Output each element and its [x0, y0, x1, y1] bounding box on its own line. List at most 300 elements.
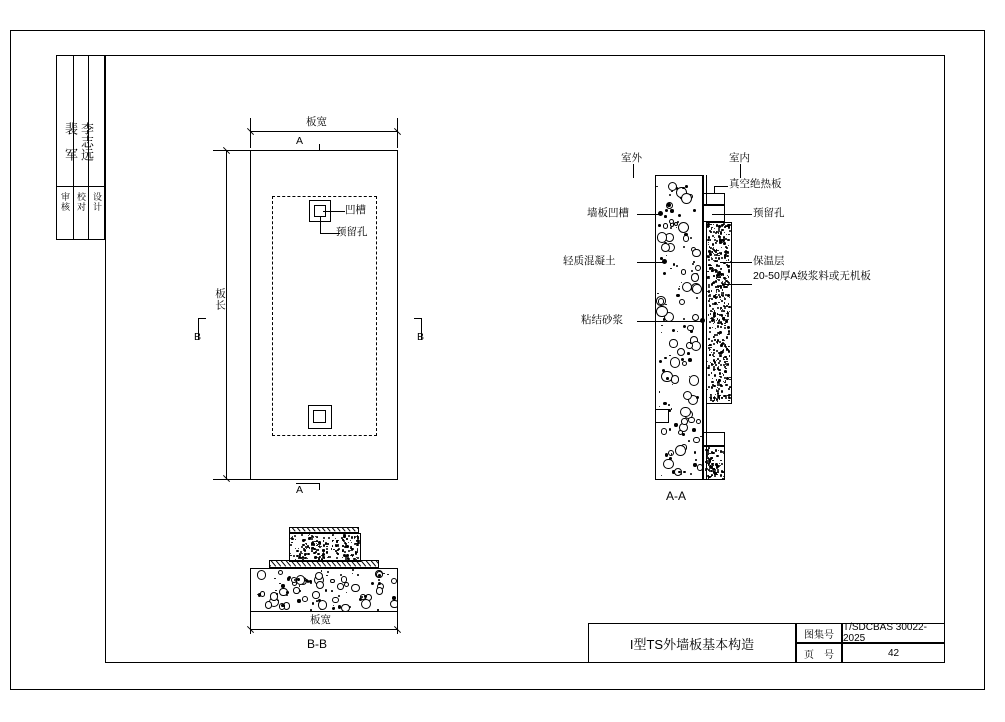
insulation-speck	[709, 465, 712, 468]
aggregate-speck	[682, 282, 692, 292]
aggregate-speck	[661, 428, 668, 435]
insulation-speck	[709, 327, 710, 328]
aggregate-speck	[378, 579, 381, 582]
insulation-speck	[342, 557, 343, 558]
aa-leader-vacuum-v	[714, 186, 715, 194]
plan-label-groove: 凹槽	[345, 204, 366, 216]
aa-label-lightweight-concrete: 轻质混凝土	[563, 255, 616, 267]
aggregate-speck	[690, 237, 692, 239]
aggregate-speck	[670, 357, 681, 368]
insulation-speck	[728, 276, 729, 277]
aggregate-speck	[656, 186, 657, 187]
insulation-speck	[714, 260, 716, 262]
aggregate-speck	[690, 330, 693, 333]
aggregate-speck	[669, 457, 672, 460]
insulation-speck	[711, 269, 713, 271]
insulation-speck	[726, 278, 727, 279]
mortar-hatch-line	[321, 527, 326, 532]
aggregate-speck	[671, 375, 679, 383]
insulation-speck	[719, 296, 720, 297]
mortar-hatch-line	[351, 527, 356, 532]
insulation-speck	[718, 290, 720, 292]
insulation-speck	[728, 350, 731, 353]
insulation-speck	[718, 450, 719, 451]
insulation-speck	[305, 550, 306, 551]
insulation-speck	[721, 463, 723, 465]
aggregate-speck	[325, 589, 328, 592]
aa-left-face-groove	[655, 409, 669, 423]
insulation-speck	[723, 476, 724, 477]
aa-concrete-hatch	[656, 176, 702, 479]
insulation-speck	[716, 455, 719, 458]
insulation-speck	[357, 548, 358, 549]
aggregate-speck	[682, 361, 687, 366]
insulation-speck	[301, 534, 303, 536]
aa-leader-hole	[712, 214, 752, 215]
aggregate-speck	[310, 609, 312, 611]
aggregate-speck	[683, 471, 686, 474]
insulation-speck	[708, 271, 710, 273]
insulation-speck	[713, 295, 716, 298]
aggregate-speck	[390, 600, 397, 609]
aa-leader-concrete-dot	[662, 259, 667, 264]
insulation-speck	[711, 290, 712, 291]
insulation-speck	[728, 224, 730, 226]
insulation-speck	[711, 340, 713, 342]
insulation-speck	[729, 355, 731, 357]
insulation-speck	[728, 306, 730, 308]
insulation-speck	[723, 374, 724, 375]
insulation-speck	[716, 379, 717, 380]
aggregate-speck	[257, 570, 267, 580]
insulation-speck	[294, 535, 296, 537]
insulation-speck	[710, 354, 711, 355]
insulation-speck	[711, 457, 712, 458]
insulation-speck	[321, 546, 322, 547]
aggregate-speck	[694, 451, 697, 454]
insulation-speck	[723, 453, 724, 454]
insulation-speck	[708, 338, 710, 340]
insulation-speck	[314, 541, 315, 542]
aggregate-speck	[664, 357, 666, 359]
aggregate-speck	[683, 246, 686, 249]
insulation-speck	[721, 225, 723, 227]
insulation-speck	[717, 401, 718, 402]
aggregate-speck	[659, 391, 660, 392]
aggregate-speck	[337, 583, 344, 590]
aggregate-speck	[683, 391, 692, 400]
insulation-speck	[720, 364, 722, 366]
aggregate-speck	[688, 417, 695, 424]
insulation-speck	[724, 382, 726, 384]
aggregate-speck	[672, 329, 675, 332]
aggregate-speck	[692, 263, 694, 265]
insulation-speck	[326, 546, 327, 547]
insulation-speck	[726, 337, 728, 339]
aggregate-speck	[690, 343, 691, 344]
aggregate-speck	[352, 573, 353, 574]
strip-col-review: 审核	[60, 192, 70, 212]
insulation-speck	[357, 535, 358, 536]
aggregate-speck	[332, 597, 338, 603]
mortar-hatch-line	[341, 527, 346, 532]
insulation-speck	[726, 247, 728, 249]
aggregate-speck	[676, 294, 679, 297]
insulation-speck	[290, 555, 291, 556]
insulation-speck	[291, 537, 293, 539]
insulation-speck	[343, 535, 346, 538]
aggregate-speck	[297, 599, 300, 602]
aggregate-speck	[344, 582, 349, 587]
insulation-speck	[718, 302, 720, 304]
aggregate-speck	[371, 582, 374, 585]
insulation-speck	[718, 255, 720, 257]
aggregate-speck	[669, 428, 672, 431]
plan-leader-hole-v	[320, 217, 321, 234]
aggregate-speck	[681, 418, 687, 424]
insulation-speck	[716, 465, 718, 467]
aggregate-speck	[690, 473, 692, 475]
aggregate-speck	[312, 591, 319, 598]
aggregate-speck	[695, 265, 701, 271]
aggregate-speck	[670, 209, 673, 212]
insulation-speck	[332, 535, 334, 537]
aggregate-speck	[674, 222, 678, 226]
aa-leader-mortar	[637, 321, 703, 322]
aggregate-speck	[665, 209, 668, 212]
insulation-speck	[725, 371, 727, 373]
insulation-speck	[718, 314, 719, 315]
insulation-speck	[323, 537, 325, 539]
aa-outside-tick	[633, 164, 634, 178]
insulation-speck	[707, 367, 709, 369]
aggregate-speck	[671, 408, 672, 409]
aggregate-speck	[700, 436, 701, 437]
insulation-speck	[719, 319, 720, 320]
mortar-hatch-line	[331, 527, 336, 532]
insulation-speck	[720, 241, 721, 242]
insulation-speck	[720, 344, 722, 346]
aggregate-speck	[670, 227, 672, 229]
plan-hole-square-lower	[313, 410, 326, 423]
aggregate-speck	[332, 607, 335, 610]
insulation-speck	[721, 397, 723, 399]
insulation-speck	[305, 557, 307, 559]
insulation-speck	[724, 254, 726, 256]
insulation-speck	[713, 343, 716, 346]
aggregate-speck	[275, 590, 277, 592]
aggregate-speck	[688, 358, 692, 362]
insulation-speck	[322, 553, 324, 555]
aggregate-speck	[687, 352, 690, 355]
insulation-speck	[729, 297, 730, 298]
insulation-speck	[317, 537, 318, 538]
insulation-speck	[718, 265, 720, 267]
insulation-speck	[728, 400, 729, 401]
aggregate-speck	[665, 304, 666, 305]
mortar-hatch-line	[296, 527, 301, 532]
insulation-speck	[719, 277, 720, 278]
aggregate-speck	[669, 194, 671, 196]
insulation-speck	[724, 317, 725, 318]
aggregate-speck	[312, 602, 315, 605]
aa-label-vacuum-panel: 真空绝热板	[729, 178, 782, 190]
insulation-speck	[719, 334, 721, 336]
plan-dim-line-top	[250, 131, 398, 132]
aggregate-speck	[693, 209, 696, 212]
insulation-speck	[717, 250, 719, 252]
bb-caption: B-B	[307, 637, 328, 651]
insulation-speck	[313, 552, 315, 554]
sheet-inner-border	[105, 55, 945, 663]
bb-dim-line	[250, 629, 398, 630]
insulation-speck	[316, 549, 318, 551]
insulation-speck	[711, 372, 713, 374]
insulation-speck	[350, 540, 351, 541]
insulation-speck	[720, 307, 722, 309]
aggregate-speck	[274, 578, 275, 579]
insulation-speck	[714, 254, 716, 256]
insulation-speck	[720, 460, 721, 461]
insulation-speck	[713, 224, 714, 225]
aggregate-speck	[326, 575, 327, 576]
aa-label-outside: 室外	[621, 152, 642, 164]
insulation-speck	[714, 321, 715, 322]
insulation-speck	[727, 315, 729, 317]
insulation-speck	[718, 228, 720, 230]
aa-vacuum-panel-notch	[703, 193, 725, 205]
insulation-speck	[726, 264, 728, 266]
insulation-speck	[723, 310, 725, 312]
insulation-speck	[710, 267, 711, 268]
insulation-speck	[713, 275, 715, 277]
mortar-hatch-line	[336, 527, 341, 532]
plan-leader-groove	[323, 211, 345, 212]
insulation-speck	[712, 243, 714, 245]
aa-leader-groove-dot	[658, 211, 663, 216]
aggregate-speck	[678, 288, 680, 290]
aggregate-speck	[672, 470, 675, 473]
insulation-speck	[718, 332, 720, 334]
aggregate-speck	[692, 314, 699, 321]
insulation-speck	[305, 553, 307, 555]
aa-leader-vacuum	[714, 186, 728, 187]
insulation-speck	[712, 327, 713, 328]
insulation-speck	[707, 361, 708, 362]
aggregate-speck	[661, 332, 662, 333]
insulation-speck	[726, 321, 728, 323]
aggregate-speck	[357, 574, 359, 576]
insulation-speck	[707, 452, 709, 454]
insulation-speck	[351, 542, 352, 543]
insulation-speck	[718, 279, 720, 281]
insulation-speck	[346, 545, 349, 548]
aggregate-speck	[663, 223, 668, 228]
insulation-speck	[290, 553, 291, 554]
insulation-speck	[716, 291, 717, 292]
insulation-speck	[302, 553, 303, 554]
insulation-speck	[712, 303, 714, 305]
insulation-speck	[720, 475, 722, 477]
insulation-speck	[728, 346, 729, 347]
aa-label-bond-mortar: 粘结砂浆	[581, 314, 623, 326]
aggregate-speck	[351, 584, 360, 593]
aa-bottom-notch-upper	[703, 432, 725, 446]
aa-label-slurry: 20-50厚A级浆料或无机板	[753, 270, 871, 282]
aggregate-speck	[663, 272, 666, 275]
plan-mark-a-bottom-tick	[319, 483, 320, 490]
insulation-speck	[720, 286, 722, 288]
aggregate-speck	[683, 235, 689, 241]
insulation-speck	[717, 391, 718, 392]
aggregate-speck	[309, 580, 311, 582]
aggregate-speck	[377, 609, 378, 610]
insulation-speck	[717, 387, 718, 388]
insulation-speck	[725, 315, 726, 316]
insulation-speck	[353, 554, 355, 556]
insulation-speck	[722, 281, 723, 282]
aggregate-speck	[299, 590, 300, 591]
aggregate-speck	[689, 375, 699, 385]
insulation-speck	[721, 257, 723, 259]
aggregate-speck	[387, 574, 389, 576]
insulation-speck	[336, 557, 338, 559]
aggregate-speck	[378, 574, 381, 577]
insulation-speck	[712, 460, 714, 462]
aggregate-speck	[669, 339, 677, 347]
aggregate-speck	[677, 331, 679, 333]
aggregate-speck	[663, 402, 667, 406]
insulation-speck	[707, 291, 709, 293]
insulation-speck	[721, 390, 724, 393]
aggregate-speck	[696, 396, 699, 399]
aggregate-speck	[376, 587, 384, 595]
insulation-speck	[318, 546, 319, 547]
aggregate-speck	[341, 604, 349, 611]
insulation-speck	[720, 326, 722, 328]
insulation-speck	[713, 352, 716, 355]
insulation-speck	[296, 550, 298, 552]
title-block-atlas-value: T/SDCBAS 30022-2025	[842, 623, 945, 643]
aggregate-speck	[658, 224, 661, 227]
aggregate-speck	[676, 227, 677, 228]
insulation-speck	[719, 355, 721, 357]
insulation-speck	[721, 314, 723, 316]
aggregate-speck	[669, 355, 670, 356]
insulation-speck	[722, 289, 723, 290]
plan-dim-ext-bottom	[213, 479, 251, 480]
insulation-speck	[718, 287, 719, 288]
aggregate-speck	[678, 214, 681, 217]
mortar-hatch-line	[301, 527, 306, 532]
aggregate-speck	[668, 182, 677, 191]
aggregate-speck	[692, 249, 701, 258]
insulation-speck	[719, 398, 721, 400]
insulation-speck	[705, 461, 706, 462]
insulation-speck	[722, 451, 724, 453]
insulation-speck	[709, 355, 710, 356]
insulation-speck	[720, 321, 722, 323]
aggregate-speck	[273, 600, 275, 602]
insulation-speck	[728, 234, 730, 236]
aggregate-speck	[696, 419, 701, 424]
insulation-speck	[727, 334, 729, 336]
insulation-speck	[722, 294, 724, 296]
insulation-speck	[726, 313, 727, 314]
mortar-hatch-line	[289, 527, 291, 532]
aggregate-speck	[664, 215, 667, 218]
signature-1: 裴 军	[62, 122, 77, 161]
insulation-speck	[329, 556, 331, 558]
aggregate-speck	[299, 585, 300, 586]
insulation-speck	[719, 372, 722, 375]
insulation-speck	[709, 305, 710, 306]
insulation-speck	[713, 323, 714, 324]
insulation-speck	[314, 556, 317, 559]
plan-dim-line-left	[226, 150, 227, 480]
insulation-speck	[729, 230, 731, 232]
aa-caption: A-A	[666, 489, 687, 503]
aggregate-speck	[691, 273, 700, 282]
insulation-speck	[713, 356, 714, 357]
mortar-hatch-line	[316, 527, 321, 532]
aggregate-speck	[302, 596, 308, 602]
aa-leader-mortar-dot	[700, 318, 705, 323]
insulation-speck	[709, 344, 712, 347]
insulation-speck	[708, 244, 709, 245]
insulation-speck	[712, 378, 713, 379]
aggregate-speck	[391, 578, 397, 584]
aa-insulation-layer	[706, 222, 732, 404]
insulation-speck	[727, 252, 729, 254]
aggregate-speck	[663, 459, 673, 469]
aggregate-speck	[276, 593, 277, 594]
aggregate-speck	[672, 384, 673, 385]
insulation-speck	[725, 238, 727, 240]
insulation-speck	[715, 286, 717, 288]
insulation-speck	[715, 449, 717, 451]
insulation-speck	[715, 232, 717, 234]
aggregate-speck	[679, 299, 685, 305]
aggregate-speck	[676, 265, 679, 268]
aggregate-speck	[288, 576, 291, 579]
insulation-speck	[337, 553, 338, 554]
insulation-speck	[710, 247, 712, 249]
aggregate-speck	[697, 464, 702, 470]
insulation-speck	[726, 377, 728, 379]
insulation-speck	[319, 543, 321, 545]
insulation-speck	[710, 265, 712, 267]
aa-leader-concrete	[637, 262, 665, 263]
insulation-speck	[707, 256, 710, 259]
aggregate-speck	[279, 583, 280, 584]
insulation-speck	[356, 544, 358, 546]
insulation-speck	[710, 394, 712, 396]
insulation-speck	[715, 369, 716, 370]
title-block-drawing-title: I型TS外墙板基本构造	[588, 623, 796, 663]
aggregate-speck	[692, 284, 702, 294]
insulation-speck	[714, 228, 715, 229]
insulation-speck	[726, 358, 728, 360]
aa-label-reserved-hole: 预留孔	[753, 207, 785, 219]
insulation-speck	[712, 400, 714, 402]
insulation-speck	[715, 315, 717, 317]
signature-2: 李志远	[78, 122, 93, 161]
aggregate-speck	[695, 459, 697, 461]
insulation-speck	[708, 286, 710, 288]
strip-col-design: 设计	[92, 192, 102, 212]
insulation-speck	[716, 320, 717, 321]
